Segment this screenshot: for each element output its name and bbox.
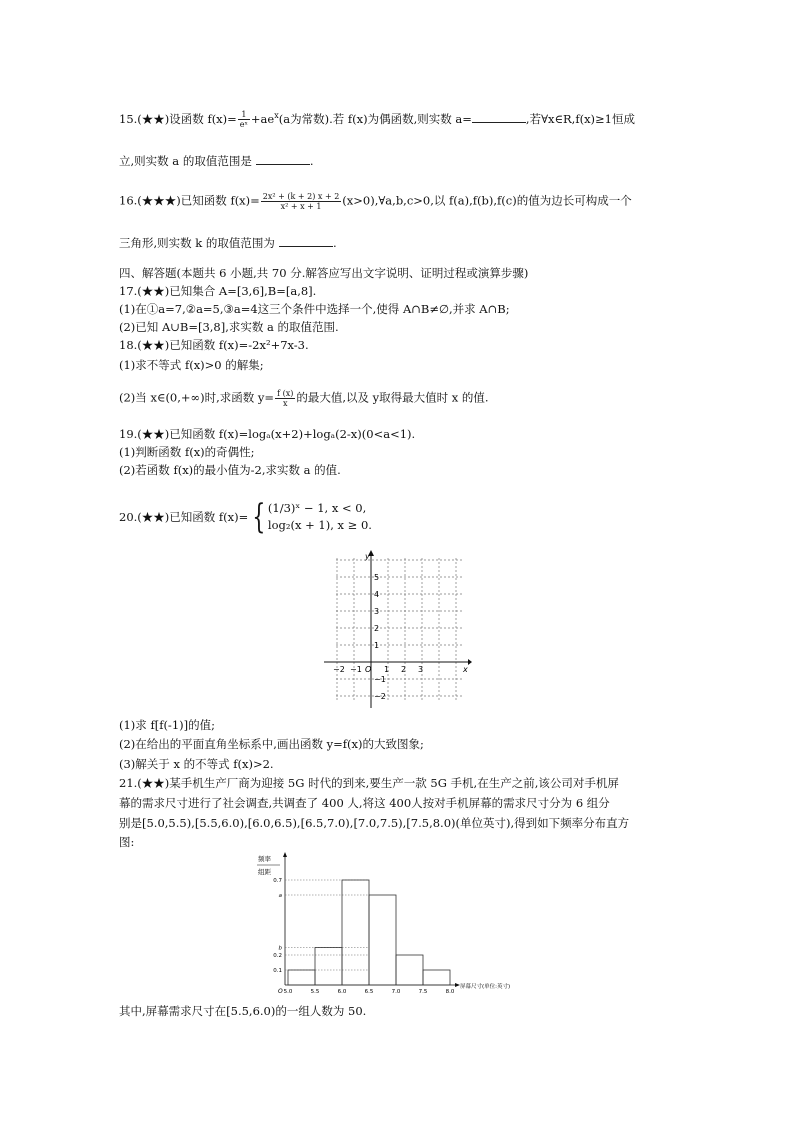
q16-line2 bbox=[119, 235, 337, 251]
q18-fraction bbox=[275, 389, 295, 408]
histogram-bar bbox=[396, 955, 423, 985]
histogram-x-tick-label: 7.0 bbox=[391, 989, 401, 995]
q20-part3: (3)解关于 x 的不等式 f(x)>2. bbox=[119, 757, 274, 771]
q20-x-label: x bbox=[463, 665, 468, 674]
q15-text-b: +ae bbox=[250, 111, 275, 126]
hist-ylabel-bottom: 组距 bbox=[258, 868, 271, 876]
grid-x-tick-label: 1 bbox=[384, 665, 390, 674]
hist-origin: O bbox=[278, 988, 283, 995]
q18-part2-b: 的最大值,以及 y取得最大值时 x 的值. bbox=[296, 390, 489, 405]
q21-histogram bbox=[252, 852, 562, 1002]
q15-sup: x bbox=[274, 111, 279, 120]
grid-y-tick-label: 3 bbox=[374, 607, 380, 616]
q16-line2-text: 三角形,则实数 k 的取值范围为 bbox=[119, 236, 275, 250]
q18-part2-a: (2)当 x∈(0,+∞)时,求函数 y= bbox=[119, 390, 275, 405]
q20-y-label: y bbox=[365, 552, 370, 561]
hist-ylabel-top: 频率 bbox=[258, 855, 271, 863]
section-heading: 四、解答题(本题共 6 小题,共 70 分.解答应写出文字说明、证明过程或演算步骤) bbox=[119, 266, 529, 280]
q15-blank-1[interactable] bbox=[472, 111, 526, 123]
q18-head: 18.(★★)已知函数 f(x)=-2x²+7x-3. bbox=[119, 338, 309, 352]
q15-line2-text: 立,则实数 a 的取值范围是 bbox=[119, 154, 252, 168]
q21-line2: 幕的需求尺寸进行了社会调查,共调查了 400 人,将这 400人按对手机屏幕的需求尺寸分为 6 组分 bbox=[119, 796, 610, 810]
q15-text-a: 设函数 bbox=[169, 111, 204, 126]
grid-y-tick-label: 1 bbox=[374, 641, 380, 650]
histogram-bar bbox=[288, 970, 315, 985]
q20-x-arrow-icon bbox=[468, 659, 472, 665]
histogram-x-tick-label: 7.5 bbox=[418, 989, 428, 995]
grid-y-tick-label: 5 bbox=[374, 573, 380, 582]
q16-frac-den: x² + x + 1 bbox=[280, 202, 322, 211]
q17-part1: (1)在①a=7,②a=5,③a=4这三个条件中选择一个,使得 A∩B≠∅,并求 A∩B; bbox=[119, 302, 510, 316]
hist-y-arrow-icon bbox=[283, 852, 287, 857]
q16-fraction bbox=[261, 192, 342, 211]
grid-y-tick-label: −2 bbox=[374, 692, 386, 701]
grid-y-tick-label: 4 bbox=[374, 590, 380, 599]
grid-x-tick-label: −2 bbox=[333, 665, 345, 674]
q16-line2-end: . bbox=[332, 236, 337, 250]
q15-line2-end: . bbox=[309, 154, 314, 168]
histogram-y-tick-label: a bbox=[278, 893, 282, 899]
q18-frac-num: f (x) bbox=[277, 389, 294, 398]
histogram-bar bbox=[315, 948, 342, 986]
histogram-bar bbox=[369, 895, 396, 985]
q16-stars: (★★★) bbox=[137, 193, 181, 208]
q15-line1: 15.(★★)设函数 f(x)= $\frac{1}{\text{eˣ}}$ $+ae^x(a$为常数).若 f(x)为偶函数,则实数 a= ,若∀x∈R,f(x)≥1恒成 bbox=[119, 110, 635, 130]
q16-frac-num: 2x² + (k + 2) x + 2 bbox=[262, 192, 340, 201]
q21-after: 其中,屏幕需求尺寸在[5.5,6.0)的一组人数为 50. bbox=[119, 1004, 367, 1018]
grid-x-tick-label: −1 bbox=[350, 665, 362, 674]
histogram-bar bbox=[342, 880, 369, 985]
q19-part1: (1)判断函数 f(x)的奇偶性; bbox=[119, 445, 255, 459]
q16-fx: f(x)= bbox=[230, 193, 260, 208]
histogram-x-tick-label: 6.0 bbox=[337, 989, 347, 995]
q15-frac-num: 1 bbox=[238, 110, 250, 120]
histogram-y-tick-label: b bbox=[278, 945, 282, 952]
q15-text-c: (a为常数).若 f(x)为偶函数,则实数 a= bbox=[278, 111, 472, 126]
q15-frac-den: eˣ bbox=[239, 120, 248, 130]
q21-line1: 21.(★★)某手机生产厂商为迎接 5G 时代的到来,要生产一款 5G 手机,在生产之前,该公司对手机屏 bbox=[119, 776, 619, 790]
q20-head-text: 20.(★★)已知函数 f(x)= bbox=[119, 510, 249, 524]
histogram-x-tick-label: 5.0 bbox=[283, 989, 293, 995]
q15-fx: f(x)= bbox=[207, 111, 237, 126]
q15-text-d: ,若∀x∈R,f(x)≥1恒成 bbox=[525, 111, 635, 126]
q16-text-b: (x>0),∀a,b,c>0,以 f(a),f(b),f(c)的值为边长可构成一个 bbox=[342, 193, 632, 208]
q20-part2: (2)在给出的平面直角坐标系中,画出函数 y=f(x)的大致图象; bbox=[119, 737, 424, 751]
q17-part2: (2)已知 A∪B=[3,8],求实数 a 的取值范围. bbox=[119, 320, 339, 334]
histogram-y-tick-label: 0.2 bbox=[273, 953, 282, 959]
q20-head bbox=[119, 497, 372, 537]
histogram-bar bbox=[423, 970, 450, 985]
q20-case2: log₂(x + 1), x ≥ 0. bbox=[267, 518, 372, 532]
q19-part2: (2)若函数 f(x)的最小值为-2,求实数 a 的值. bbox=[119, 463, 341, 477]
q18-part1: (1)求不等式 f(x)>0 的解集; bbox=[119, 358, 264, 372]
histogram-x-tick-label: 5.5 bbox=[310, 989, 320, 995]
grid-x-tick-label: 2 bbox=[401, 665, 407, 674]
histogram-y-tick-label: 0.7 bbox=[273, 878, 282, 884]
q20-origin: O bbox=[365, 665, 372, 674]
hist-xlabel: 屏幕尺寸(单位:英寸) bbox=[460, 984, 511, 990]
q20-part1: (1)求 f[f(-1)]的值; bbox=[119, 718, 215, 732]
histogram-x-tick-label: 8.0 bbox=[445, 989, 455, 995]
grid-y-tick-label: 2 bbox=[374, 624, 380, 633]
q20-coordinate-grid bbox=[322, 550, 472, 710]
q20-brace: { bbox=[252, 497, 266, 537]
q20-case1: (1/3)ˣ − 1, x < 0, bbox=[267, 501, 367, 515]
q15-line2 bbox=[119, 153, 313, 169]
q19-head: 19.(★★)已知函数 f(x)=logₐ(x+2)+logₐ(2-x)(0<a<1). bbox=[119, 427, 416, 441]
histogram-x-tick-label: 6.5 bbox=[364, 989, 374, 995]
histogram-y-tick-label: 0.1 bbox=[273, 968, 282, 974]
q16-text-a: 已知函数 bbox=[180, 193, 227, 208]
q16-blank[interactable] bbox=[279, 235, 333, 247]
q18-frac-den: x bbox=[282, 399, 288, 408]
q16-line1: 16.(★★★)已知函数 f(x)= $\frac{\text{2x² + (k + 2) x + 2}}{\text{x² + x + 1}}$ (x>0),∀a,b,c>0,以 f(a),f(b),f(c)的值为边长可构成一个 bbox=[119, 192, 632, 211]
q15-blank-2[interactable] bbox=[256, 153, 310, 165]
q18-part2 bbox=[119, 389, 489, 408]
q17-head: 17.(★★)已知集合 A=[3,6],B=[a,8]. bbox=[119, 284, 317, 298]
q21-line4: 图: bbox=[119, 835, 135, 849]
q21-line3: 别是[5.0,5.5),[5.5,6.0),[6.0,6.5),[6.5,7.0),[7.0,7.5),[7.5,8.0)(单位英寸),得到如下频率分布直方 bbox=[119, 816, 630, 830]
q15-fraction bbox=[238, 110, 250, 129]
grid-y-tick-label: −1 bbox=[374, 675, 386, 684]
grid-x-tick-label: 3 bbox=[418, 665, 424, 674]
q20-cases bbox=[268, 500, 372, 534]
q15-stars: (★★) bbox=[137, 111, 170, 126]
